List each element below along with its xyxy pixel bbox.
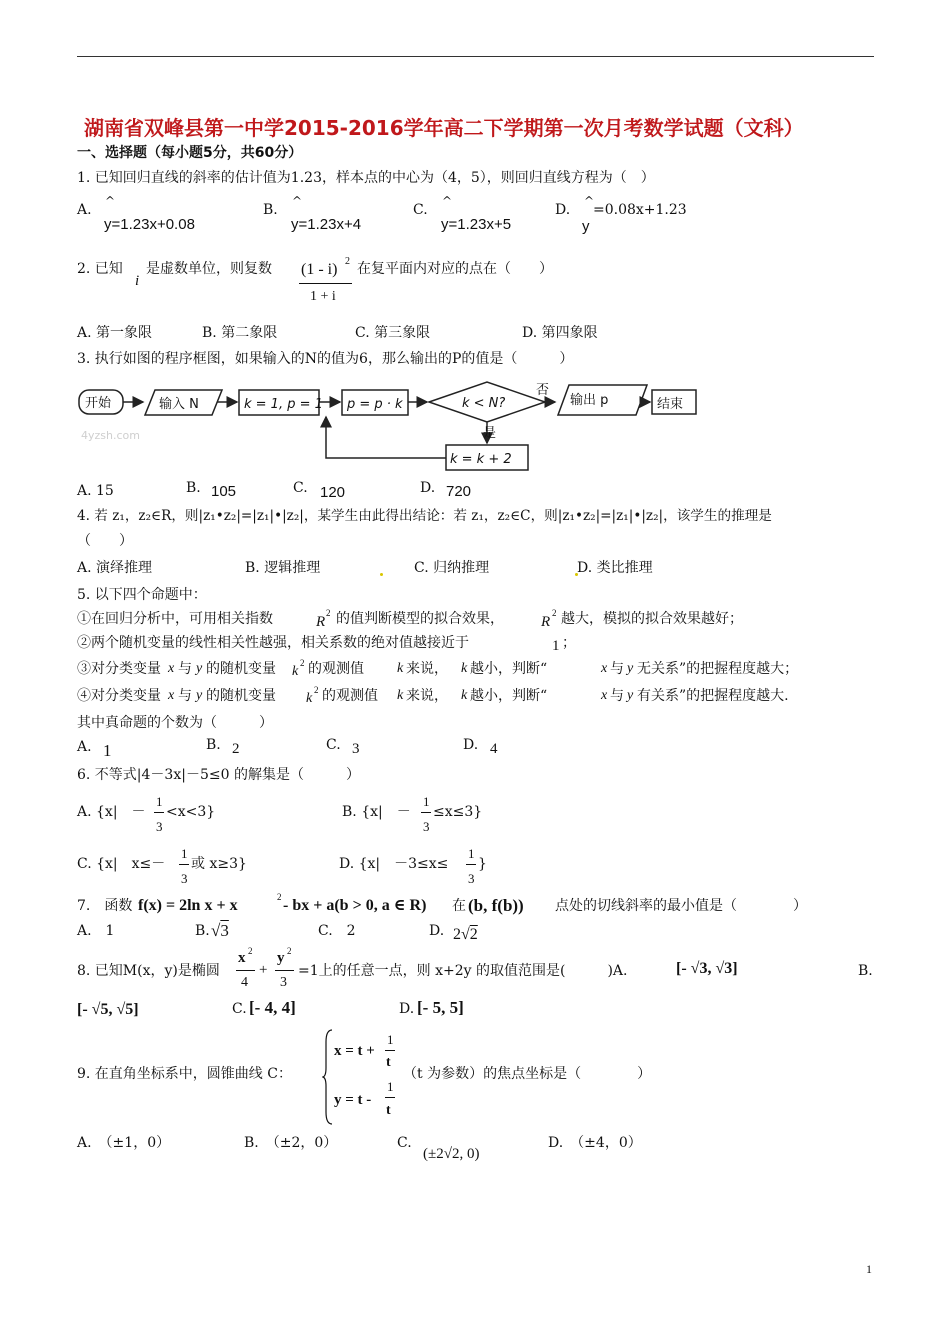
q6-a-num: 1: [156, 794, 163, 809]
q5-s4b2: 与: [610, 688, 624, 704]
q6-c-num: 1: [181, 846, 188, 861]
q7-mid: 在: [452, 898, 466, 914]
q5-s1a: ①在回归分析中，可用相关指数: [77, 611, 273, 627]
q5-d-label: D.: [463, 737, 479, 753]
q7-func: f(x) = 2ln x + x: [138, 897, 238, 914]
q1-d-hat: ^: [584, 194, 595, 208]
q6-d-1: D. {x| －3≤x≤: [339, 856, 449, 872]
q5-a-label: A.: [77, 739, 92, 755]
q9-eq2-num: 1: [387, 1079, 394, 1094]
q1-c-hat: ^: [442, 194, 453, 208]
q5-s3f: 越小，判断“: [470, 661, 548, 677]
q9-eq2-den: t: [386, 1103, 391, 1118]
q8-d-label: D.: [399, 1001, 415, 1017]
q3-a: A. 15: [77, 483, 114, 499]
q1-a: y=1.23x+0.08: [104, 216, 195, 233]
q2-d: D. 第四象限: [522, 325, 598, 341]
q4-stem-cont: （ ）: [77, 533, 133, 549]
q9-b: B. （±2，0）: [244, 1135, 338, 1151]
q3-c-label: C.: [293, 480, 308, 496]
q5-s4a: ④对分类变量: [77, 688, 161, 704]
flow-input-label: 输入 N: [159, 397, 199, 412]
q7-post: 点处的切线斜率的最小值是（ ）: [555, 898, 807, 914]
q5-s4e: 来说，: [406, 688, 448, 704]
page-number: 1: [866, 1262, 872, 1276]
q5-a: 1: [103, 741, 112, 760]
q8-d: [- 5, 5]: [417, 998, 464, 1017]
q5-s3-y2: y: [627, 661, 634, 676]
q7-b-label: B.: [195, 923, 210, 939]
q5-d: 4: [490, 741, 498, 757]
q5-s3b: 与: [178, 661, 192, 677]
section-heading: 一、选择题（每小题5分，共60分）: [77, 145, 303, 161]
q5-s3-k2: k: [397, 661, 404, 676]
q5-s3-y: y: [196, 661, 203, 676]
q5-s3-k: k: [292, 664, 299, 679]
q8-c-label: C.: [232, 1001, 247, 1017]
q5-s3g: 无关系”的把握程度越大；: [637, 661, 799, 677]
q5-s1b: 的值判断模型的拟合效果，: [336, 611, 504, 627]
q5-s4-x: x: [168, 688, 175, 703]
q5-s4c: 的随机变量: [206, 688, 276, 704]
flow-end-label: 结束: [657, 397, 684, 412]
q1-a-label: A.: [77, 202, 92, 218]
q7-d: 2: [469, 926, 478, 943]
q9-c: (±2√2, 0): [423, 1146, 480, 1162]
q8-plus: +: [259, 962, 268, 978]
q8-x2: x: [238, 950, 246, 966]
q5-s4-k2: k: [397, 688, 404, 703]
q2-a: A. 第一象限: [77, 325, 153, 341]
q9-eq1: x = t +: [334, 1043, 375, 1059]
q1-b-hat: ^: [292, 194, 303, 208]
q8-b: [- √5, √5]: [77, 1001, 139, 1018]
q4-b: B. 逻辑推理: [245, 560, 321, 576]
q8-den1: 4: [241, 975, 248, 990]
q2-den: 1 + i: [310, 289, 336, 304]
q5-s1c: 越大，模拟的拟合效果越好；: [561, 611, 743, 627]
page-title: 湖南省双峰县第一中学2015-2016学年高二下学期第一次月考数学试题（文科）: [84, 116, 804, 140]
q3-d-label: D.: [420, 480, 436, 496]
q5-s4f: 越小，判断“: [470, 688, 548, 704]
q7-b-sqrt: √3: [211, 921, 229, 940]
q5-s3c: 的随机变量: [206, 661, 276, 677]
q5-b-label: B.: [206, 737, 221, 753]
q3-b-label: B.: [186, 480, 201, 496]
program-flowchart: [77, 375, 697, 475]
q9-brace: [322, 1028, 334, 1126]
q9-eq1-bar: [385, 1050, 395, 1051]
q6-b-1: B. {x| －: [342, 804, 411, 820]
q5-s4-y2: y: [627, 688, 634, 703]
q8-den2: 3: [280, 975, 287, 990]
q2-b: B. 第二象限: [202, 325, 278, 341]
q7-d-label: D.: [429, 923, 445, 939]
q7-sup: 2: [277, 892, 282, 902]
q6-a-bar: [154, 812, 164, 813]
q4-d: D. 类比推理: [577, 560, 653, 576]
q6-stem: 6. 不等式|4－3x|－5≤0 的解集是（ ）: [77, 767, 360, 783]
q7-b: 3: [220, 921, 229, 940]
q1-c: y=1.23x+5: [441, 216, 512, 233]
q7-c: C. 2: [318, 923, 356, 939]
yellow-mark: [380, 573, 383, 576]
q2-c: C. 第三象限: [355, 325, 431, 341]
flow-incr-label: k = k + 2: [450, 452, 512, 467]
flow-init-label: k = 1, p = 1: [244, 397, 323, 412]
q6-c-bar: [179, 864, 189, 865]
q2-pre: 2. 已知: [77, 261, 123, 277]
q5-s4g: 有关系”的把握程度越大.: [637, 688, 789, 704]
q8-post: =1上的任意一点，则 x+2y 的取值范围是( )A.: [298, 963, 628, 979]
q9-eq2-bar: [385, 1097, 395, 1098]
q6-a-2: <x<3}: [166, 804, 216, 820]
flow-start-label: 开始: [85, 396, 112, 411]
q5-r2: R: [316, 614, 326, 630]
q8-bar2: [275, 970, 294, 971]
q1-stem: 1. 已知回归直线的斜率的估计值为1.23，样本点的中心为（4，5），则回归直线方程为（ ）: [77, 170, 655, 186]
q2-sup: 2: [345, 256, 350, 267]
q6-d-num: 1: [468, 846, 475, 861]
q5-s3-k-sup: 2: [300, 658, 305, 668]
q9-eq1-den: t: [386, 1055, 391, 1070]
q5-ask: 其中真命题的个数为（ ）: [77, 715, 273, 731]
q5-s3a: ③对分类变量: [77, 661, 161, 677]
q5-s2a: ②两个随机变量的线性相关性越强，相关系数的绝对值越接近于: [77, 635, 469, 651]
q2-post: 在复平面内对应的点在（ ）: [357, 261, 553, 277]
q1-c-label: C.: [413, 202, 428, 218]
q6-b-2: ≤x≤3}: [433, 804, 483, 820]
q5-s4b: 与: [178, 688, 192, 704]
q9-c-label: C.: [397, 1135, 412, 1151]
q1-d-label: D.: [555, 202, 571, 218]
q9-eq1-num: 1: [387, 1032, 394, 1047]
q5-s4-k3: k: [461, 688, 468, 703]
q2-i: i: [135, 273, 140, 289]
q5-c: 3: [352, 741, 360, 757]
q6-c-1: C. {x| x≤－: [77, 856, 166, 872]
q1-b-label: B.: [263, 202, 278, 218]
q5-s4-k: k: [306, 691, 313, 706]
q5-stem: 5. 以下四个命题中：: [77, 587, 207, 603]
q5-s3d: 的观测值: [308, 661, 364, 677]
q6-d-den: 3: [468, 871, 475, 886]
q6-c-den: 3: [181, 871, 188, 886]
q7-point: (b, f(b)): [468, 896, 524, 915]
q5-s4d: 的观测值: [322, 688, 378, 704]
q5-s2-one: 1: [552, 638, 560, 654]
q9-pre: 9. 在直角坐标系中，圆锥曲线 C：: [77, 1066, 292, 1082]
q3-d: 720: [446, 483, 472, 500]
q3-b: 105: [211, 483, 237, 500]
q5-s2-end: ；: [562, 635, 576, 651]
q4-a: A. 演绎推理: [77, 560, 153, 576]
q4-c: C. 归纳推理: [414, 560, 490, 576]
q5-s3-k3: k: [461, 661, 468, 676]
q2-num: (1 - i): [301, 261, 338, 278]
q8-bar1: [236, 970, 255, 971]
q3-c: 120: [320, 484, 346, 501]
q5-r2b: R: [541, 614, 551, 630]
q5-s3e: 来说，: [406, 661, 448, 677]
flow-watermark: 4yzsh.com: [81, 429, 140, 442]
flow-calc-label: p = p · k: [347, 397, 403, 412]
flow-no-label: 否: [536, 383, 550, 398]
q9-d: D. （±4，0）: [548, 1135, 642, 1151]
q6-d-2: }: [478, 856, 487, 872]
q8-x2-sup: 2: [248, 946, 253, 956]
q5-b: 2: [232, 741, 240, 757]
q5-s3-x2: x: [601, 661, 608, 676]
q7-pre: 7. 函数: [77, 898, 133, 914]
q2-mid: 是虚数单位，则复数: [146, 261, 272, 277]
q7-d-expr: 2√2: [453, 926, 478, 943]
q8-y2: y: [277, 950, 285, 966]
q9-eq2: y = t -: [334, 1092, 372, 1108]
q6-d-bar: [466, 864, 476, 865]
q7-a: A. 1: [77, 923, 115, 939]
q6-b-den: 3: [423, 819, 430, 834]
q1-d: =0.08x+1.23: [593, 202, 687, 218]
q5-s3b2: 与: [610, 661, 624, 677]
q3-stem: 3. 执行如图的程序框图，如果输入的N的值为6，那么输出的P的值是（ ）: [77, 351, 574, 367]
q5-s4-k-sup: 2: [314, 685, 319, 695]
q8-a: [- √3, √3]: [676, 960, 738, 977]
q8-c: [- 4, 4]: [249, 998, 296, 1017]
q5-s4-x2: x: [601, 688, 608, 703]
flow-yes-label: 是: [483, 426, 497, 441]
top-rule: [77, 56, 874, 57]
q9-post: （t 为参数）的焦点坐标是（ ）: [403, 1066, 652, 1082]
q9-a: A. （±1，0）: [77, 1135, 171, 1151]
q7-func2: - bx + a(b > 0, a ∈ R): [283, 897, 427, 914]
q6-c-2: 或 x≥3}: [191, 856, 247, 872]
q1-d-y: y: [582, 218, 590, 235]
q5-r2b-sup: 2: [552, 608, 557, 618]
q1-a-hat: ^: [105, 194, 116, 208]
flow-cond-label: k < N?: [462, 396, 506, 411]
q5-c-label: C.: [326, 737, 341, 753]
q8-pre: 8. 已知M(x，y)是椭圆: [77, 963, 220, 979]
q2-frac-bar: [299, 283, 352, 284]
q5-r2-sup: 2: [326, 608, 331, 618]
flow-output-label: 输出 p: [570, 393, 609, 408]
q4-stem: 4. 若 z₁，z₂∈R，则|z₁•z₂|=|z₁|•|z₂|，某学生由此得出结论：若 z₁，z₂∈C，则|z₁•z₂|=|z₁|•|z₂|，该学生的推理是: [77, 508, 772, 524]
q1-b: y=1.23x+4: [291, 216, 362, 233]
q6-b-num: 1: [423, 794, 430, 809]
q5-s3-x: x: [168, 661, 175, 676]
q8-b-label: B.: [858, 963, 873, 979]
q5-s4-y: y: [196, 688, 203, 703]
q6-a-den: 3: [156, 819, 163, 834]
q8-y2-sup: 2: [287, 946, 292, 956]
q6-b-bar: [421, 812, 431, 813]
q6-a-1: A. {x| －: [77, 804, 146, 820]
